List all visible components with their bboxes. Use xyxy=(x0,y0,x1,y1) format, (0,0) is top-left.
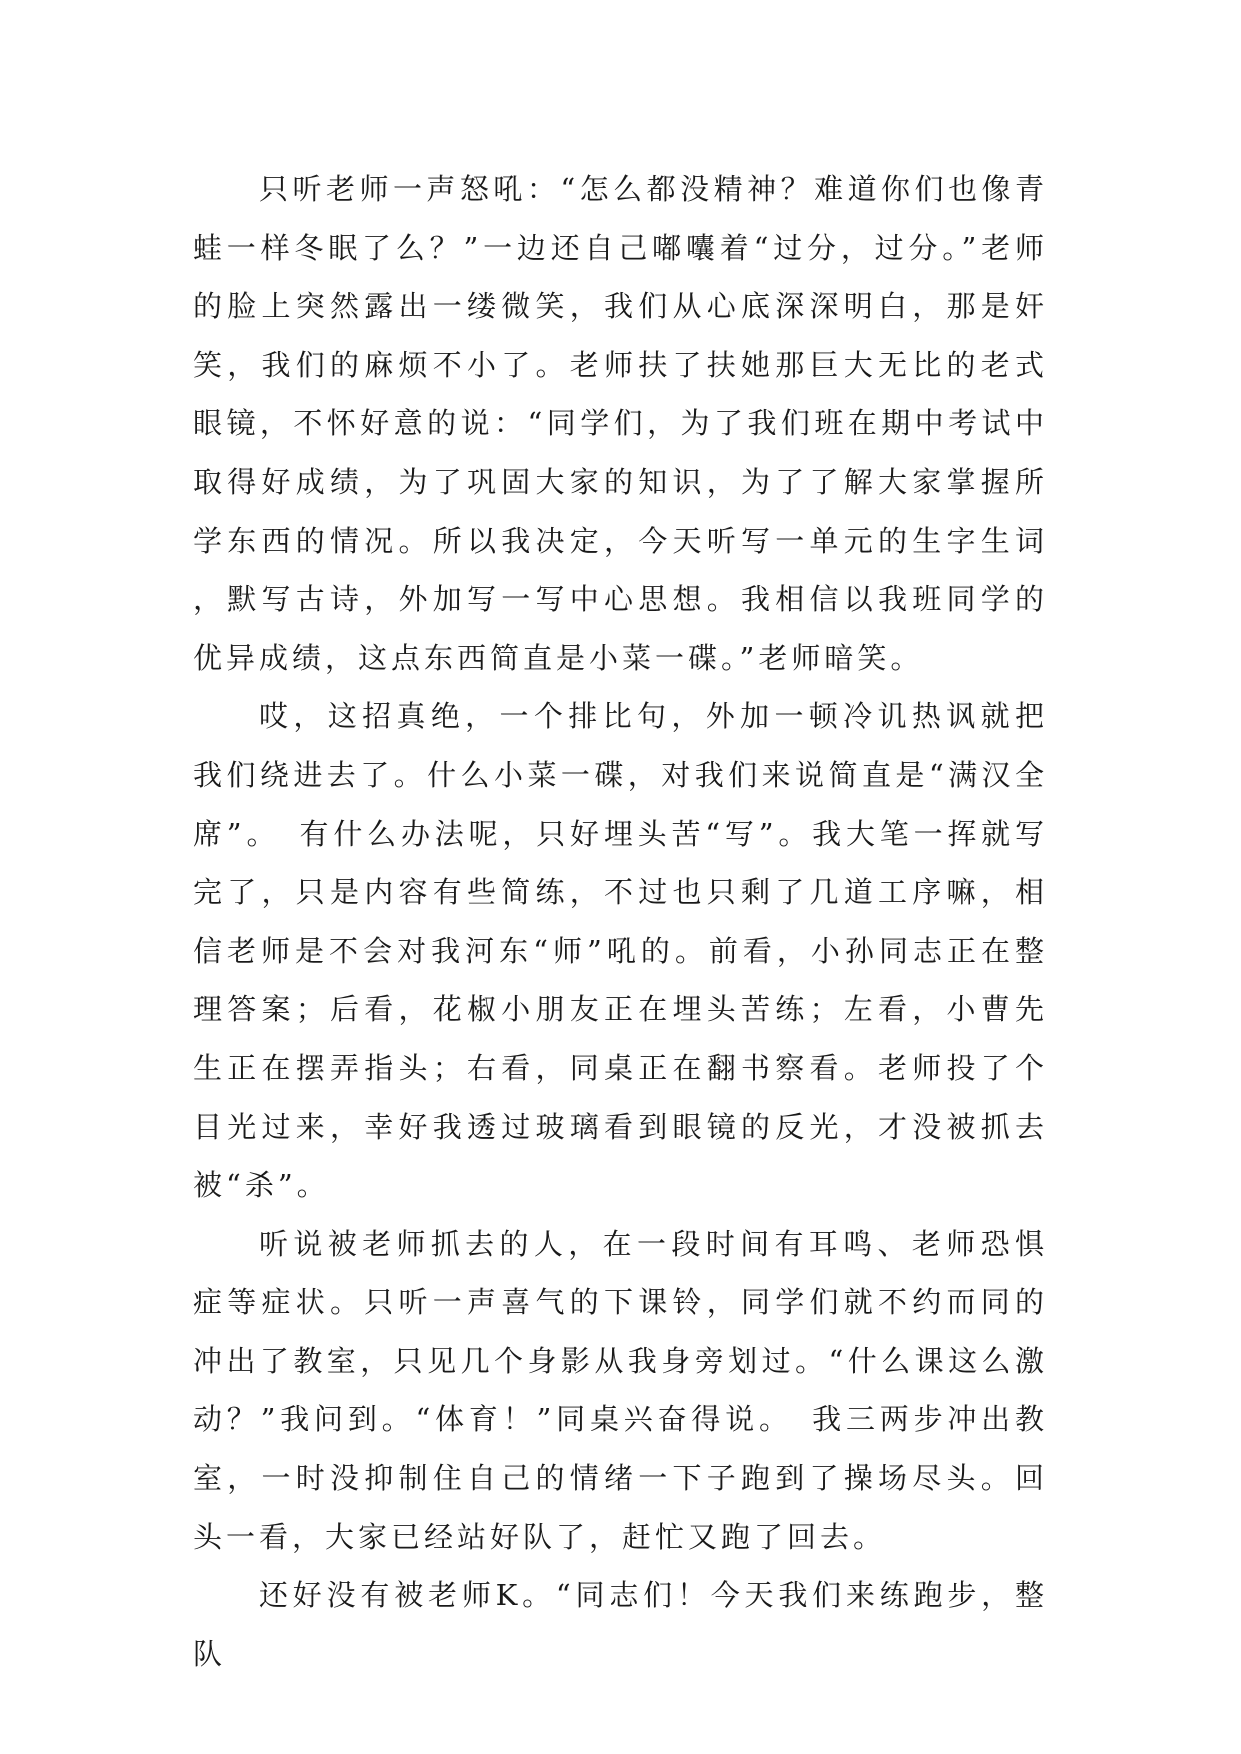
paragraph-3: 听说被老师抓去的人，在一段时间有耳鸣、老师恐惧症等症状。只听一声喜气的下课铃，同学们就不约而同的冲出了教室，只见几个身影从我身旁划过。“什么课这么激动？”我问到。“体育！”同桌兴奋得说。 我三两步冲出教室，一时没抑制住自己的情绪一下子跑到了操场尽头。回头一看，大家已经站好队了，赶忙又跑了回去。 xyxy=(193,1226,1048,1554)
paragraph-4: 还好没有被老师K。“同志们！今天我们来练跑步，整队 xyxy=(193,1578,1048,1671)
document-body xyxy=(193,160,1048,1683)
paragraph-1: 只听老师一声怒吼：“怎么都没精神？难道你们也像青蛙一样冬眠了么？”一边还自己嘟囔着“过分，过分。”老师的脸上突然露出一缕微笑，我们从心底深深明白，那是奸笑，我们的麻烦不小了。老师扶了扶她那巨大无比的老式眼镜，不怀好意的说：“同学们，为了我们班在期中考试中取得好成绩，为了巩固大家的知识，为了了解大家掌握所学东西的情况。所以我决定，今天听写一单元的生字生词，默写古诗，外加写一写中心思想。我相信以我班同学的优异成绩，这点东西简直是小菜一碟。”老师暗笑。 xyxy=(193,172,1048,675)
paragraph-2: 哎，这招真绝，一个排比句，外加一顿冷讥热讽就把我们绕进去了。什么小菜一碟，对我们来说简直是“满汉全席”。 有什么办法呢，只好埋头苦“写”。我大笔一挥就写完了，只是内容有些简练，不过也只剩了几道工序嘛，相信老师是不会对我河东“师”吼的。前看，小孙同志正在整理答案；后看，花椒小朋友正在埋头苦练；左看，小曹先生正在摆弄指头；右看，同桌正在翻书察看。老师投了个目光过来，幸好我透过玻璃看到眼镜的反光，才没被抓去被“杀”。 xyxy=(193,699,1048,1203)
